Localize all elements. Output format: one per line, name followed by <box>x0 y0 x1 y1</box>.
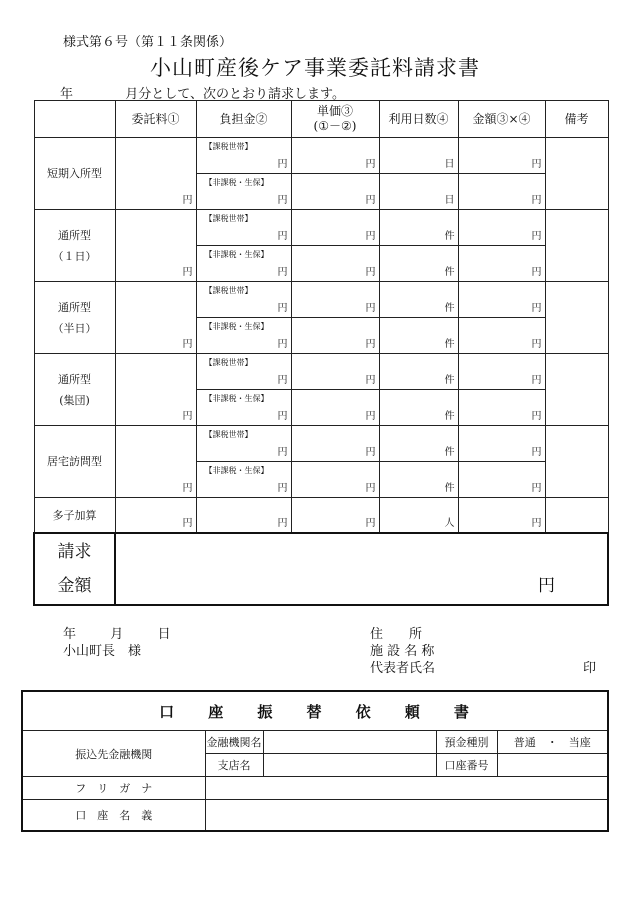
header-unit-price: 単価③ (①－②) <box>291 101 379 138</box>
persons-multi-child[interactable]: 人 <box>379 498 458 534</box>
service-day-full: 通所型 （１日） <box>34 210 115 282</box>
furigana-field[interactable] <box>205 777 608 800</box>
institution-name-field[interactable] <box>263 731 436 754</box>
representative-label: 代表者氏名 <box>370 661 436 676</box>
remarks-day-half[interactable] <box>545 282 608 354</box>
bank-title-row <box>22 691 608 731</box>
unit-price-multi-child[interactable]: 円 <box>291 498 379 534</box>
burden-nontaxed[interactable]: 【非課税・生保】 円 <box>196 246 291 282</box>
amount[interactable]: 円 <box>458 210 545 246</box>
burden-nontaxed[interactable]: 【非課税・生保】 円 <box>196 462 291 498</box>
bank-title <box>22 691 608 731</box>
count[interactable]: 件 <box>379 210 458 246</box>
commission-day-group[interactable]: 円 <box>115 354 196 426</box>
header-blank <box>34 101 115 138</box>
unit-price[interactable]: 円 <box>291 390 379 426</box>
amount[interactable]: 円 <box>458 282 545 318</box>
count[interactable]: 件 <box>379 246 458 282</box>
burden-multi-child[interactable]: 円 <box>196 498 291 534</box>
burden-nontaxed[interactable]: 【非課税・生保】 円 <box>196 318 291 354</box>
service-day-group: 通所型 (集団) <box>34 354 115 426</box>
count[interactable]: 件 <box>379 354 458 390</box>
unit-price[interactable]: 円 <box>291 246 379 282</box>
date-day: 日 <box>157 627 171 642</box>
unit-price[interactable]: 円 <box>291 138 379 174</box>
destination-label: 振込先金融機関 <box>22 731 205 777</box>
remarks-multi-child[interactable] <box>545 498 608 534</box>
unit-price[interactable]: 円 <box>291 318 379 354</box>
commission-home-visit[interactable]: 円 <box>115 426 196 498</box>
unit-price[interactable]: 円 <box>291 210 379 246</box>
row-day-full-taxed <box>34 210 608 246</box>
commission-short-stay[interactable]: 円 <box>115 138 196 210</box>
service-multi-child: 多子加算 <box>34 498 115 534</box>
bank-title-char: 書 <box>453 702 471 721</box>
burden-taxed[interactable]: 【課税世帯】 円 <box>196 138 291 174</box>
account-holder-label: 口 座 名 義 <box>22 800 205 832</box>
account-number-label: 口座番号 <box>436 754 497 777</box>
account-holder-field[interactable] <box>205 800 608 832</box>
bank-title-char: 頼 <box>404 702 422 721</box>
unit-price[interactable]: 円 <box>291 174 379 210</box>
form-number: 様式第６号（第１１条関係） <box>63 35 233 50</box>
burden-taxed[interactable]: 【課税世帯】 円 <box>196 282 291 318</box>
date-month: 月 <box>110 627 124 642</box>
count[interactable]: 件 <box>379 426 458 462</box>
commission-day-half[interactable]: 円 <box>115 282 196 354</box>
amount-multi-child[interactable]: 円 <box>458 498 545 534</box>
row-request-amount <box>34 533 608 605</box>
intro-text: 月分として、次のとおり請求します。 <box>125 87 345 102</box>
row-day-half-taxed <box>34 282 608 318</box>
commission-day-full[interactable]: 円 <box>115 210 196 282</box>
remarks-home-visit[interactable] <box>545 426 608 498</box>
facility-label: 施 設 名 称 <box>370 644 435 659</box>
amount[interactable]: 円 <box>458 390 545 426</box>
remarks-day-group[interactable] <box>545 354 608 426</box>
service-home-visit: 居宅訪問型 <box>34 426 115 498</box>
bank-row-institution <box>22 731 608 754</box>
amount[interactable]: 円 <box>458 246 545 282</box>
unit-price[interactable]: 円 <box>291 462 379 498</box>
remarks-short-stay[interactable] <box>545 138 608 210</box>
bank-title-char: 座 <box>208 702 226 721</box>
header-burden: 負担金② <box>196 101 291 138</box>
burden-nontaxed[interactable]: 【非課税・生保】 円 <box>196 390 291 426</box>
request-amount-field[interactable]: 円 <box>115 533 608 605</box>
unit-price[interactable]: 円 <box>291 282 379 318</box>
intro-year: 年 <box>60 87 74 102</box>
account-number-field[interactable] <box>497 754 608 777</box>
date-year: 年 <box>63 627 77 642</box>
invoice-table <box>33 100 609 606</box>
unit-price[interactable]: 円 <box>291 426 379 462</box>
address-label: 住 所 <box>370 627 423 642</box>
amount[interactable]: 円 <box>458 426 545 462</box>
deposit-type-label: 預金種別 <box>436 731 497 754</box>
amount[interactable]: 円 <box>458 318 545 354</box>
bank-transfer-table <box>21 690 609 832</box>
institution-name-label: 金融機関名 <box>205 731 263 754</box>
bank-title-char: 口 <box>159 702 177 721</box>
bank-title-char: 依 <box>355 702 373 721</box>
days[interactable]: 日 <box>379 138 458 174</box>
page-title: 小山町産後ケア事業委託料請求書 <box>150 56 480 80</box>
row-short-stay-taxed <box>34 138 608 174</box>
header-remarks: 備考 <box>545 101 608 138</box>
remarks-day-full[interactable] <box>545 210 608 282</box>
request-amount-label: 請求 金額 <box>34 533 115 605</box>
burden-taxed[interactable]: 【課税世帯】 円 <box>196 354 291 390</box>
seal-mark: 印 <box>583 661 597 676</box>
days[interactable]: 日 <box>379 174 458 210</box>
header-amount: 金額③×④ <box>458 101 545 138</box>
branch-name-label: 支店名 <box>205 754 263 777</box>
service-day-half: 通所型 （半日） <box>34 282 115 354</box>
branch-name-field[interactable] <box>263 754 436 777</box>
commission-multi-child[interactable]: 円 <box>115 498 196 534</box>
row-multi-child <box>34 498 608 534</box>
bank-row-holder <box>22 800 608 832</box>
amount[interactable]: 円 <box>458 138 545 174</box>
amount[interactable]: 円 <box>458 354 545 390</box>
count[interactable]: 件 <box>379 390 458 426</box>
bank-title-char: 振 <box>257 702 275 721</box>
row-home-visit-taxed <box>34 426 608 462</box>
addressee: 小山町長 様 <box>63 644 142 659</box>
count[interactable]: 件 <box>379 282 458 318</box>
burden-nontaxed[interactable]: 【非課税・生保】 円 <box>196 174 291 210</box>
header-row <box>34 101 608 138</box>
burden-taxed[interactable]: 【課税世帯】 円 <box>196 426 291 462</box>
amount[interactable]: 円 <box>458 174 545 210</box>
furigana-label: フ リ ガ ナ <box>22 777 205 800</box>
header-days: 利用日数④ <box>379 101 458 138</box>
bank-row-furigana <box>22 777 608 800</box>
unit-price[interactable]: 円 <box>291 354 379 390</box>
bank-title-char: 替 <box>306 702 324 721</box>
amount[interactable]: 円 <box>458 462 545 498</box>
row-day-group-taxed <box>34 354 608 390</box>
count[interactable]: 件 <box>379 462 458 498</box>
service-short-stay: 短期入所型 <box>34 138 115 210</box>
deposit-type-options[interactable]: 普通 ・ 当座 <box>497 731 608 754</box>
count[interactable]: 件 <box>379 318 458 354</box>
burden-taxed[interactable]: 【課税世帯】 円 <box>196 210 291 246</box>
header-commission: 委託料① <box>115 101 196 138</box>
